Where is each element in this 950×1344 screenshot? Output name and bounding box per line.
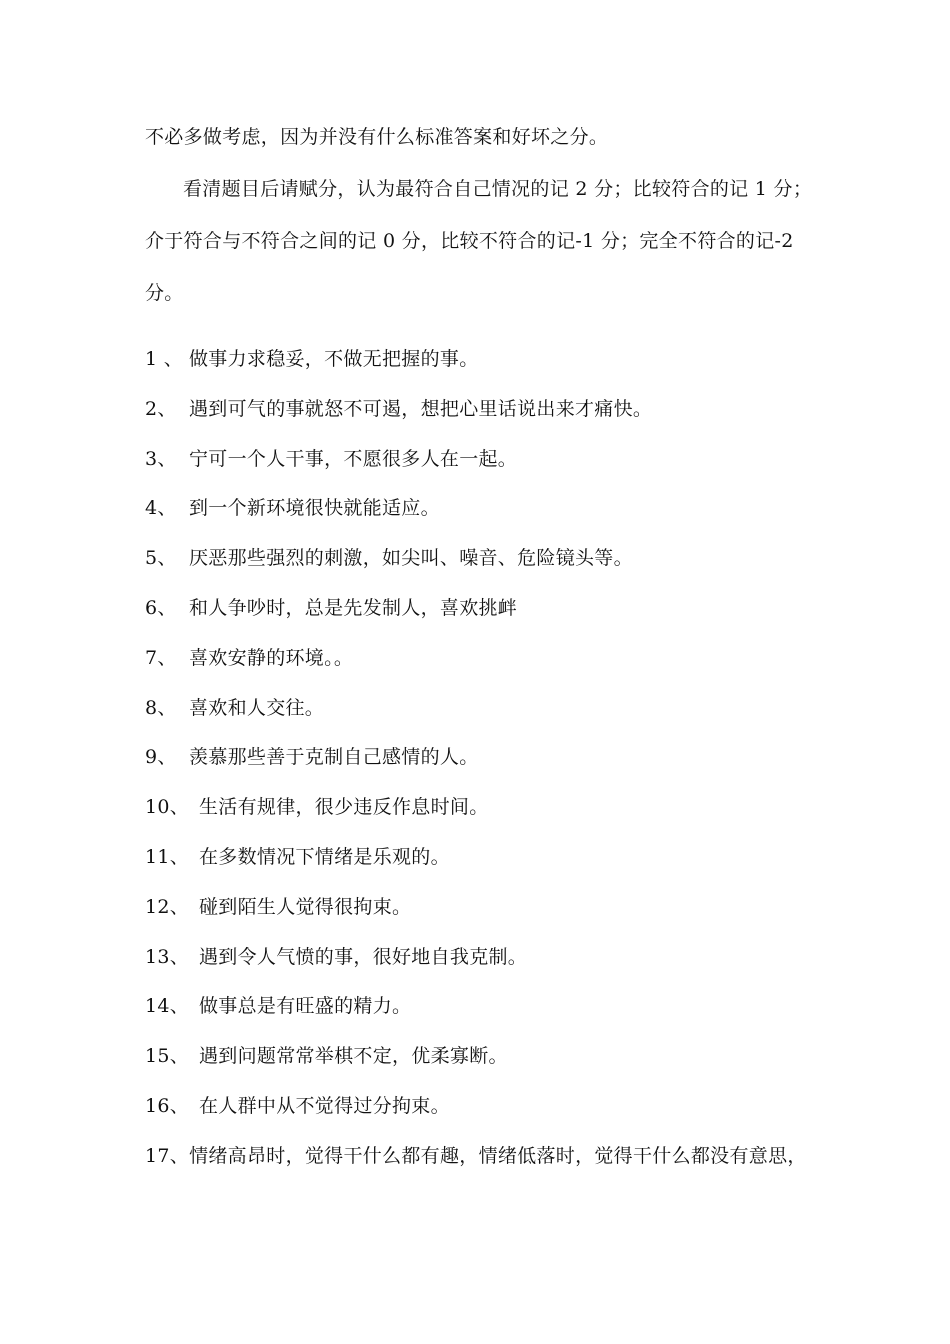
item-text: 遇到令人气愤的事，很好地自我克制。 bbox=[199, 945, 528, 968]
intro-line: 不必多做考虑，因为并没有什么标准答案和好坏之分。 bbox=[145, 126, 609, 148]
list-item bbox=[145, 833, 815, 883]
item-number: 3、 bbox=[145, 447, 177, 470]
item-text: 碰到陌生人觉得很拘束。 bbox=[199, 895, 412, 918]
item-number: 12、 bbox=[145, 895, 190, 918]
list-item bbox=[145, 1032, 815, 1082]
item-text: 做事总是有旺盛的精力。 bbox=[199, 995, 412, 1018]
item-number: 15、 bbox=[145, 1045, 190, 1068]
item-text: 厌恶那些强烈的刺激，如尖叫、噪音、危险镜头等。 bbox=[189, 547, 633, 570]
list-item bbox=[145, 883, 815, 933]
list-item bbox=[145, 733, 815, 783]
item-number: 16、 bbox=[145, 1094, 190, 1117]
item-text: 宁可一个人干事，不愿很多人在一起。 bbox=[189, 447, 518, 470]
list-item bbox=[145, 982, 815, 1032]
item-number: 6、 bbox=[145, 596, 177, 619]
item-text: 在多数情况下情绪是乐观的。 bbox=[199, 845, 450, 868]
item-number: 5、 bbox=[145, 547, 177, 570]
list-item bbox=[145, 634, 815, 684]
list-item bbox=[145, 1132, 815, 1182]
item-number: 1 、 bbox=[145, 348, 184, 370]
item-text: 在人群中从不觉得过分拘束。 bbox=[199, 1094, 450, 1117]
list-item bbox=[145, 1082, 815, 1132]
list-item bbox=[145, 484, 815, 534]
item-text: 遇到问题常常举棋不定，优柔寡断。 bbox=[199, 1045, 508, 1068]
item-number: 8、 bbox=[145, 696, 177, 719]
list-item bbox=[145, 335, 815, 385]
list-item bbox=[145, 435, 815, 485]
item-number: 7、 bbox=[145, 646, 177, 669]
item-text: 到一个新环境很快就能适应。 bbox=[189, 497, 440, 520]
list-item bbox=[145, 534, 815, 584]
list-item bbox=[145, 584, 815, 634]
item-text: 羡慕那些善于克制自己感情的人。 bbox=[189, 746, 479, 769]
item-text: 做事力求稳妥，不做无把握的事。 bbox=[189, 348, 479, 370]
scoring-instructions: 看清题目后请赋分，认为最符合自己情况的记 2 分；比较符合的记 1 分；介于符合与不符合之间的记 0 分，比较不符合的记-1 分；完全不符合的记-2 分。 bbox=[145, 178, 813, 304]
item-text: 遇到可气的事就怒不可遏，想把心里话说出来才痛快。 bbox=[189, 397, 653, 420]
list-item bbox=[145, 385, 815, 435]
item-text: 喜欢安静的环境。。 bbox=[189, 646, 354, 669]
item-number: 17、 bbox=[145, 1144, 190, 1167]
item-number: 4、 bbox=[145, 497, 177, 520]
item-text: 生活有规律，很少违反作息时间。 bbox=[199, 796, 489, 819]
item-number: 10、 bbox=[145, 796, 190, 819]
list-item bbox=[145, 783, 815, 833]
item-text: 喜欢和人交往。 bbox=[189, 696, 325, 719]
item-number: 2、 bbox=[145, 397, 177, 420]
item-text: 和人争吵时，总是先发制人，喜欢挑衅 bbox=[189, 596, 518, 619]
list-item bbox=[145, 684, 815, 734]
item-text: 情绪高昂时，觉得干什么都有趣，情绪低落时，觉得干什么都没有意思， bbox=[189, 1144, 807, 1167]
item-number: 13、 bbox=[145, 945, 190, 968]
question-list bbox=[145, 335, 815, 1182]
item-number: 14、 bbox=[145, 995, 190, 1018]
item-number: 11、 bbox=[145, 845, 190, 868]
intro-section bbox=[145, 111, 815, 319]
list-item bbox=[145, 933, 815, 983]
item-number: 9、 bbox=[145, 746, 177, 769]
